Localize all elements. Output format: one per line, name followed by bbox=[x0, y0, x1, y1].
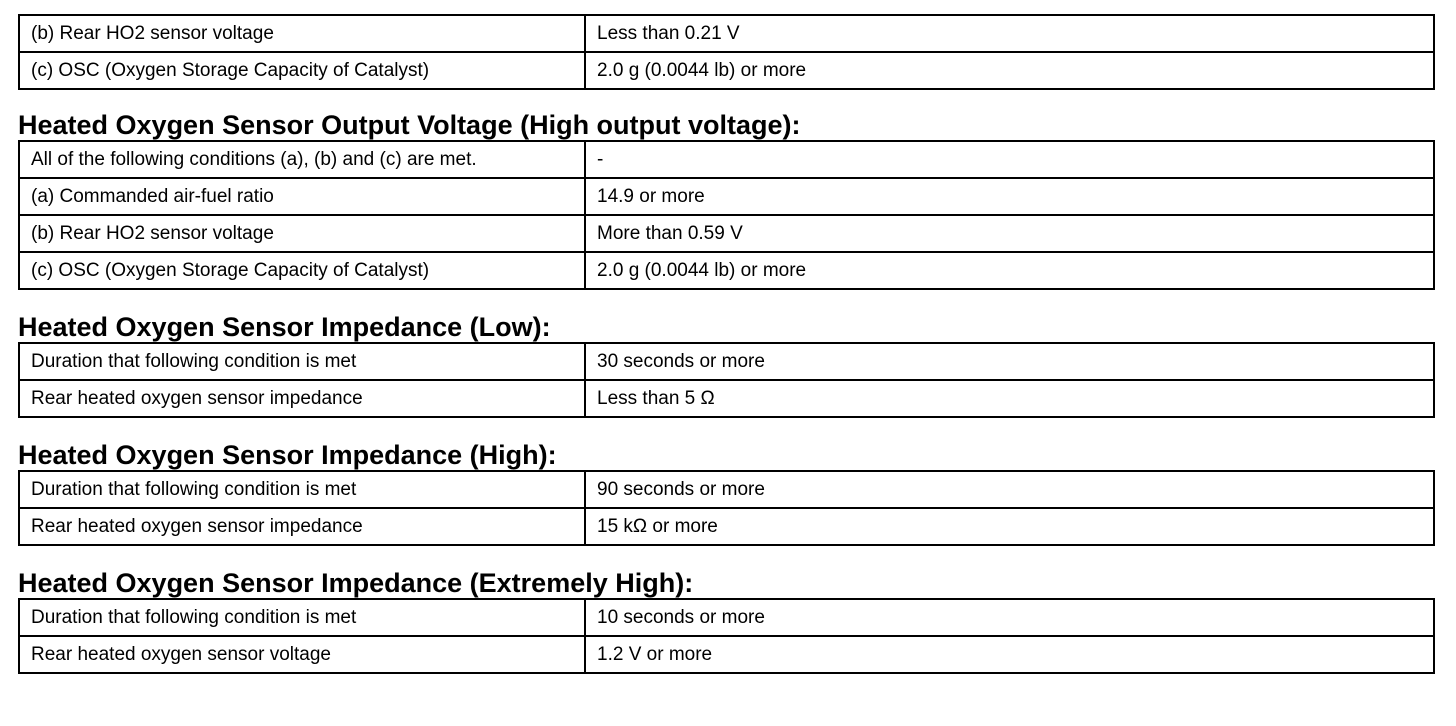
section-title-impedance-low: Heated Oxygen Sensor Impedance (Low): bbox=[18, 312, 551, 342]
spec-table-continued bbox=[18, 14, 1435, 90]
condition-value: 30 seconds or more bbox=[585, 343, 1434, 380]
condition-value: - bbox=[585, 141, 1434, 178]
condition-label: Rear heated oxygen sensor voltage bbox=[19, 636, 585, 673]
condition-value: More than 0.59 V bbox=[585, 215, 1434, 252]
condition-value: 1.2 V or more bbox=[585, 636, 1434, 673]
condition-value: 90 seconds or more bbox=[585, 471, 1434, 508]
condition-label: Duration that following condition is met bbox=[19, 471, 585, 508]
condition-label: (c) OSC (Oxygen Storage Capacity of Catalyst) bbox=[19, 52, 585, 89]
condition-label: Rear heated oxygen sensor impedance bbox=[19, 508, 585, 545]
table-row bbox=[19, 508, 1434, 545]
table-row bbox=[19, 380, 1434, 417]
section-title-high-output-voltage: Heated Oxygen Sensor Output Voltage (High output voltage): bbox=[18, 110, 801, 140]
spec-table-impedance-high bbox=[18, 470, 1435, 546]
table-row bbox=[19, 141, 1434, 178]
table-row bbox=[19, 178, 1434, 215]
condition-label: (c) OSC (Oxygen Storage Capacity of Catalyst) bbox=[19, 252, 585, 289]
condition-value: 10 seconds or more bbox=[585, 599, 1434, 636]
condition-value: 2.0 g (0.0044 lb) or more bbox=[585, 52, 1434, 89]
condition-label: (b) Rear HO2 sensor voltage bbox=[19, 215, 585, 252]
table-row bbox=[19, 471, 1434, 508]
condition-label: All of the following conditions (a), (b) and (c) are met. bbox=[19, 141, 585, 178]
table-row bbox=[19, 343, 1434, 380]
spec-table-impedance-low bbox=[18, 342, 1435, 418]
section-title-impedance-high: Heated Oxygen Sensor Impedance (High): bbox=[18, 440, 557, 470]
section-title-impedance-extremely-high: Heated Oxygen Sensor Impedance (Extremely High): bbox=[18, 568, 694, 598]
table-row bbox=[19, 215, 1434, 252]
document-page bbox=[18, 14, 1435, 674]
table-row bbox=[19, 636, 1434, 673]
condition-label: Duration that following condition is met bbox=[19, 343, 585, 380]
condition-value: Less than 0.21 V bbox=[585, 15, 1434, 52]
condition-label: (a) Commanded air-fuel ratio bbox=[19, 178, 585, 215]
condition-value: 2.0 g (0.0044 lb) or more bbox=[585, 252, 1434, 289]
table-row bbox=[19, 599, 1434, 636]
table-row bbox=[19, 252, 1434, 289]
table-row bbox=[19, 15, 1434, 52]
spec-table-high-output-voltage bbox=[18, 140, 1435, 290]
condition-value: 15 kΩ or more bbox=[585, 508, 1434, 545]
condition-value: 14.9 or more bbox=[585, 178, 1434, 215]
condition-label: Rear heated oxygen sensor impedance bbox=[19, 380, 585, 417]
spec-table-impedance-extremely-high bbox=[18, 598, 1435, 674]
condition-value: Less than 5 Ω bbox=[585, 380, 1434, 417]
table-row bbox=[19, 52, 1434, 89]
condition-label: (b) Rear HO2 sensor voltage bbox=[19, 15, 585, 52]
condition-label: Duration that following condition is met bbox=[19, 599, 585, 636]
